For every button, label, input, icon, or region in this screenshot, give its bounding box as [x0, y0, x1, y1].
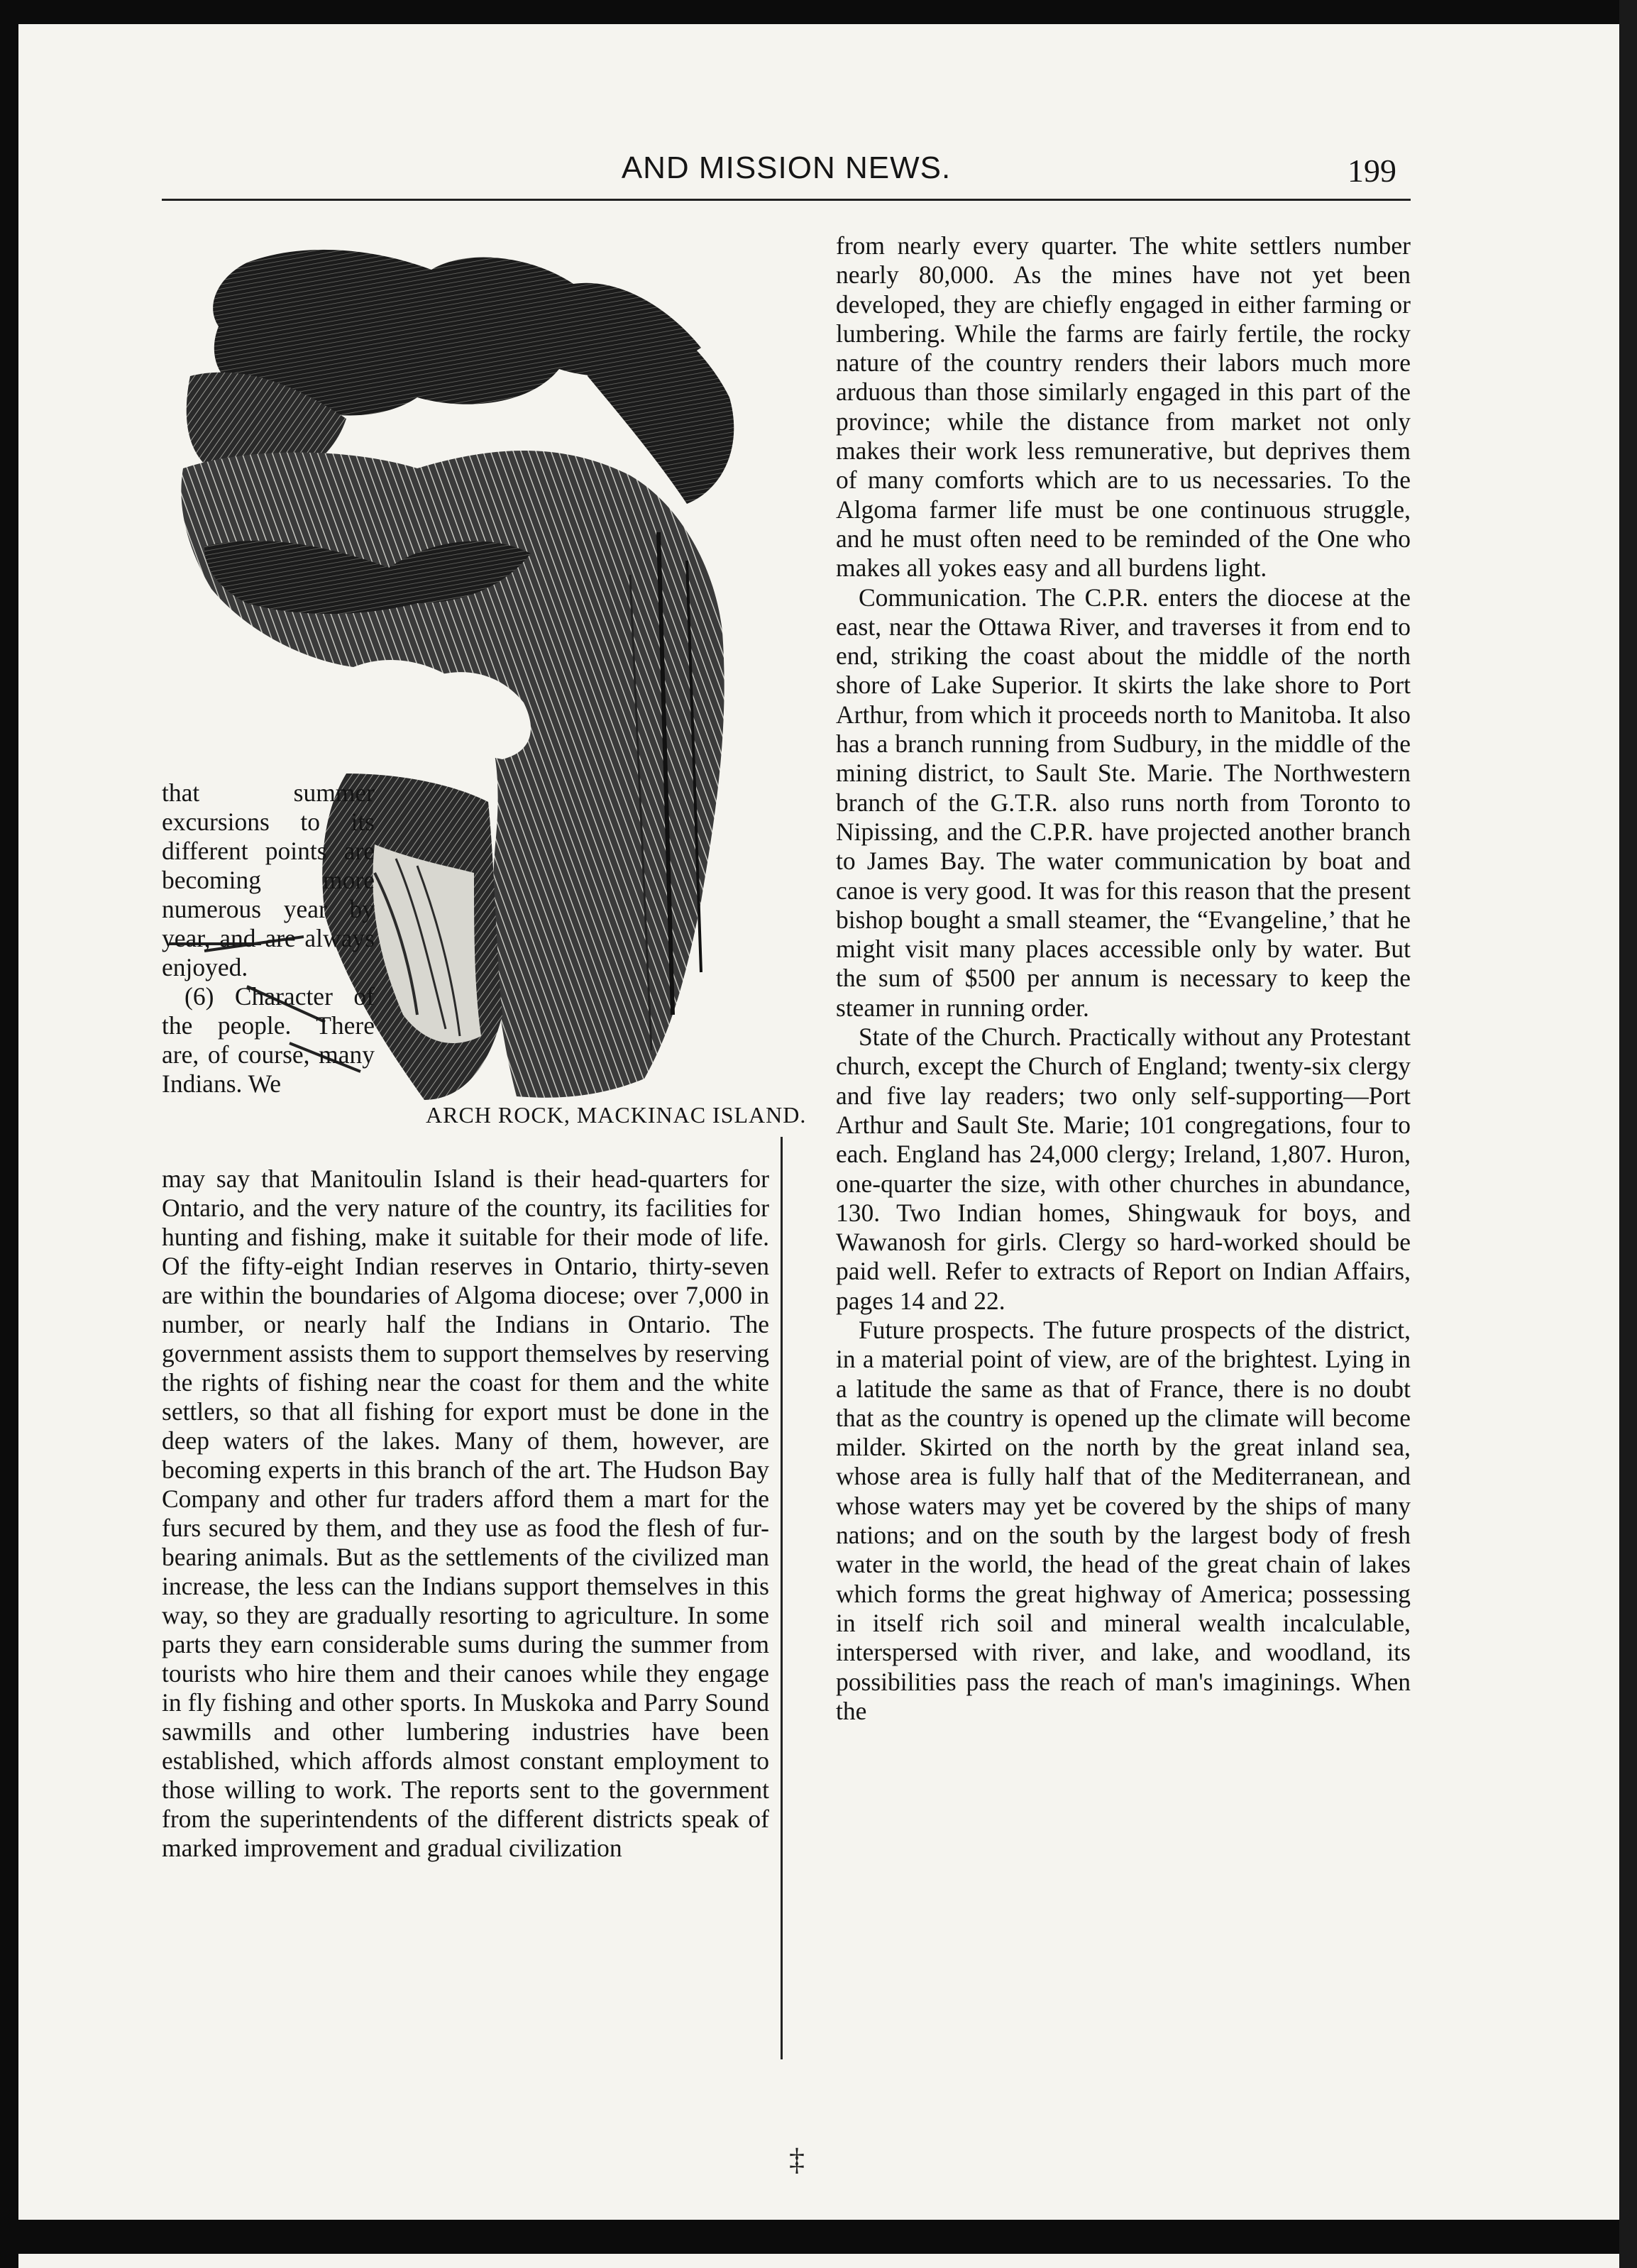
footer-mark: ‡ — [789, 2142, 805, 2177]
right-paragraph-state-of-church: State of the Church. Practically without any Protestant church, except the Church of England; twenty-six clergy and five lay readers; two only self-supporting—Port Arthur and Sault Ste. Marie; 101 congregations, four to each. England has 24,000 clergy; Ireland, 1,807. Huron, one-quarter the size, with other churches in abundance, 130. Two Indian homes, Shingwauk for boys, and Wawanosh for girls. Clergy so hard-worked should be paid well. Refer to extracts of Report on Indian Affairs, pages 14 and 22. — [836, 1023, 1411, 1315]
scan-border-right — [1619, 0, 1637, 2268]
page-header — [162, 148, 1411, 201]
right-paragraph-future-prospects: Future prospects. The future prospects of the district, in a material point of view, are of the brightest. Lying in a latitude the same as that of France, there is no doubt that as the country is opened up the climate will become milder. Skirted on the north by the great inland sea, whose area is fully half that of the Mediterranean, and whose waters may yet be covered by the ships of many nations; and on the south by the largest body of fresh water in the world, the head of the great chain of lakes which forms the great highway of America; possessing in itself rich soil and mineral wealth incalculable, interspersed with river, and lake, and woodland, its possibilities pass the reach of man's imaginings. When the — [836, 1315, 1411, 1725]
scan-border-left — [0, 0, 18, 2268]
right-paragraph-1: from nearly every quarter. The white settlers number nearly 80,000. As the mines have not yet been developed, they are chiefly engaged in either farming or lumbering. While the farms are fairly fertile, the rocky nature of the country renders their labors much more arduous than those similarly engaged in this part of the province; while the distance from market not only makes their work less remunerative, but deprives them of many comforts which are to us necessaries. To the Algoma farmer life must be one continuous struggle, and he must often need to be reminded of the One who makes all yokes easy and all burdens light. — [836, 231, 1411, 583]
left-paragraph-1: may say that Manitoulin Island is their head-quarters for Ontario, and the very nature of the country, its facilities for hunting and fishing, make it suitable for their mode of life. Of the fifty-eight Indian reserves in Ontario, thirty-seven are within the boundaries of Algoma diocese; over 7,000 in number, or nearly half the Indians in Ontario. The government assists them to support themselves by reserving the rights of fishing near the coast for them and the white settlers, so that all fishing for export must be done in the deep waters of the lakes. Many of them, however, are becoming experts in this branch of the art. The Hudson Bay Company and other fur traders afford them a mart for the furs secured by them, and they use as food the flesh of fur-bearing animals. But as the settlements of the civilized man increase, the less can the Indians support themselves in this way, so they are gradually resorting to agriculture. In some parts they earn considerable sums during the summer from tourists who hire them and their canoes while they engage in fly fishing and other sports. In Muskoka and Parry Sound sawmills and other lumbering industries have been established, which affords almost constant employment to those willing to work. The reports sent to the government from the superintendents of the different districts speak of marked improvement and gradual civilization — [162, 1165, 769, 1862]
right-column — [836, 231, 1411, 1726]
right-paragraph-communication: Communication. The C.P.R. enters the diocese at the east, near the Ottawa River, and traverses it from end to end, striking the coast about the middle of the north shore of Lake Superior. It skirts the lake shore to Port Arthur, from which it proceeds north to Manitoba. It also has a branch running from Sudbury, in the middle of the mining district, to Sault Ste. Marie. The Northwestern branch of the G.T.R. also runs north from Toronto to Nipissing, and the C.P.R. have projected another branch to James Bay. The water communication by boat and canoe is very good. It was for this reason that the present bishop bought a small steamer, the “Evangeline,’ that he might visit many places accessible only by water. But the sum of $500 per annum is necessary to keep the steamer in running order. — [836, 583, 1411, 1022]
wrapped-text-beside-figure — [162, 778, 375, 1099]
scan-border-top — [0, 0, 1637, 24]
column-rule — [781, 1137, 783, 2059]
scan-border-bottom — [0, 2220, 1637, 2254]
page-number: 199 — [1347, 153, 1396, 189]
wrap-paragraph-2: (6) Character of the people. There are, of course, many Indians. We — [162, 982, 375, 1098]
left-column — [162, 1165, 769, 1863]
figure-caption: ARCH ROCK, MACKINAC ISLAND. — [426, 1102, 807, 1128]
wrap-paragraph-1: that summer excursions to its different points are becoming more numerous year by year, and are always enjoyed. — [162, 778, 375, 981]
running-title: AND MISSION NEWS. — [621, 150, 952, 185]
